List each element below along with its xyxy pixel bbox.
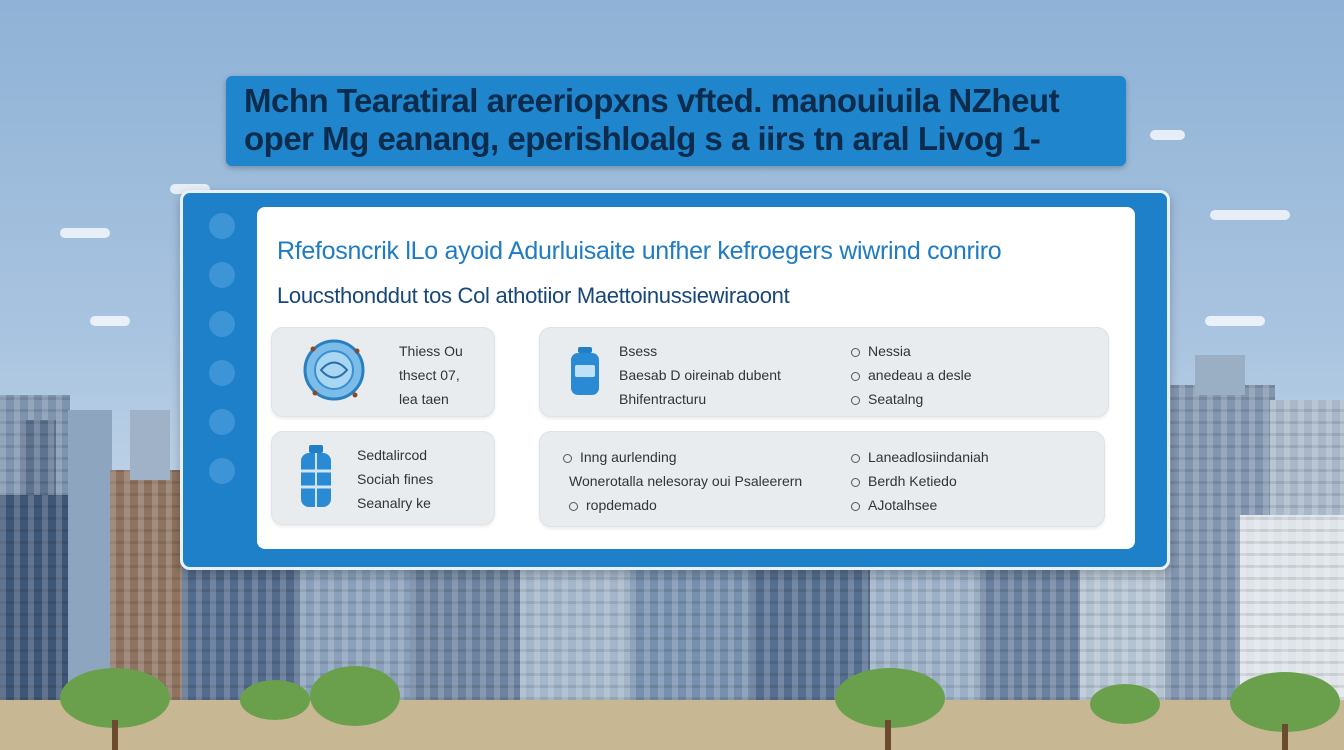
panel-heading: Rfefosncrik lLo ayoid Adurluisaite unfher kefroegers wiwrind conriro bbox=[277, 237, 1002, 265]
jug-icon bbox=[299, 445, 333, 509]
card-text: Thiess Ou bbox=[399, 343, 463, 359]
banner-title-line2: oper Mg eanang, eperishloalg s a iirs tn aral Livog 1- bbox=[244, 120, 1041, 157]
card-text: Seanalry ke bbox=[357, 495, 431, 511]
bullet-icon bbox=[851, 478, 860, 487]
list-text: Berdh Ketiedo bbox=[868, 473, 957, 489]
card-list-item bbox=[563, 449, 677, 465]
feature-card[interactable] bbox=[271, 327, 495, 417]
dot bbox=[209, 262, 235, 288]
list-text: Laneadlosiindaniah bbox=[868, 449, 989, 465]
card-text: Sedtalircod bbox=[357, 447, 428, 463]
bottle-icon bbox=[569, 347, 601, 397]
bullet-icon bbox=[851, 396, 860, 405]
building bbox=[1080, 564, 1170, 700]
building bbox=[1195, 355, 1245, 395]
building bbox=[980, 564, 1080, 700]
card-text: Bhifentracturu bbox=[619, 391, 707, 407]
list-text: AJotalhsee bbox=[868, 497, 938, 513]
building bbox=[0, 495, 68, 700]
info-panel bbox=[180, 190, 1170, 570]
bullet-icon bbox=[569, 502, 578, 511]
bullet-icon bbox=[563, 454, 572, 463]
card-list-item bbox=[851, 473, 957, 489]
tree bbox=[1090, 684, 1160, 724]
tree-trunk bbox=[112, 720, 118, 750]
feature-card[interactable] bbox=[271, 431, 495, 525]
dot bbox=[209, 360, 235, 386]
bullet-icon bbox=[851, 372, 860, 381]
bullet-icon bbox=[851, 348, 860, 357]
list-text: anedeau a desle bbox=[868, 367, 972, 383]
title-banner bbox=[226, 76, 1126, 166]
card-list-item bbox=[851, 449, 989, 465]
list-text: ropdemado bbox=[586, 497, 657, 513]
dot bbox=[209, 311, 235, 337]
building bbox=[110, 470, 185, 700]
card-list-item bbox=[851, 343, 911, 359]
sphere-icon bbox=[301, 337, 367, 403]
list-text: Inng aurlending bbox=[580, 449, 677, 465]
bullet-icon bbox=[851, 454, 860, 463]
card-list-item bbox=[569, 497, 657, 513]
decorative-dots bbox=[201, 213, 251, 507]
card-list-item bbox=[851, 497, 937, 513]
card-text: Sociah fines bbox=[357, 471, 434, 487]
list-text: Nessia bbox=[868, 343, 911, 359]
tree bbox=[835, 668, 945, 728]
tree bbox=[310, 666, 400, 726]
tree-trunk bbox=[1282, 724, 1288, 750]
tree bbox=[60, 668, 170, 728]
list-text: Seatalng bbox=[868, 391, 924, 407]
building bbox=[410, 564, 520, 700]
feature-card[interactable] bbox=[539, 327, 1109, 417]
building bbox=[182, 564, 302, 700]
dot bbox=[209, 458, 235, 484]
building bbox=[630, 564, 750, 700]
panel-content bbox=[257, 207, 1135, 549]
card-list-item bbox=[851, 367, 972, 383]
dot bbox=[209, 409, 235, 435]
tree bbox=[240, 680, 310, 720]
card-text: lea taen bbox=[399, 391, 449, 407]
dot bbox=[209, 213, 235, 239]
panel-subheading: Loucsthonddut tos Col athotiior Maettoinussiewiraoont bbox=[277, 283, 790, 308]
banner-title-line1: Mchn Tearatiral areeriopxns vfted. manouiuila NZheut bbox=[244, 82, 1060, 119]
building bbox=[68, 410, 112, 700]
tree bbox=[1230, 672, 1340, 732]
card-list-item bbox=[851, 391, 923, 407]
tree-trunk bbox=[885, 720, 891, 750]
bullet-icon bbox=[851, 502, 860, 511]
feature-card[interactable] bbox=[539, 431, 1105, 527]
card-text: Baesab D oireinab dubent bbox=[619, 367, 781, 383]
card-text: thsect 07, bbox=[399, 367, 460, 383]
building bbox=[520, 564, 630, 700]
card-text: Wonerotalla nelesoray oui Psaleerern bbox=[569, 473, 803, 489]
card-text: Bsess bbox=[619, 343, 658, 359]
building bbox=[130, 410, 170, 480]
